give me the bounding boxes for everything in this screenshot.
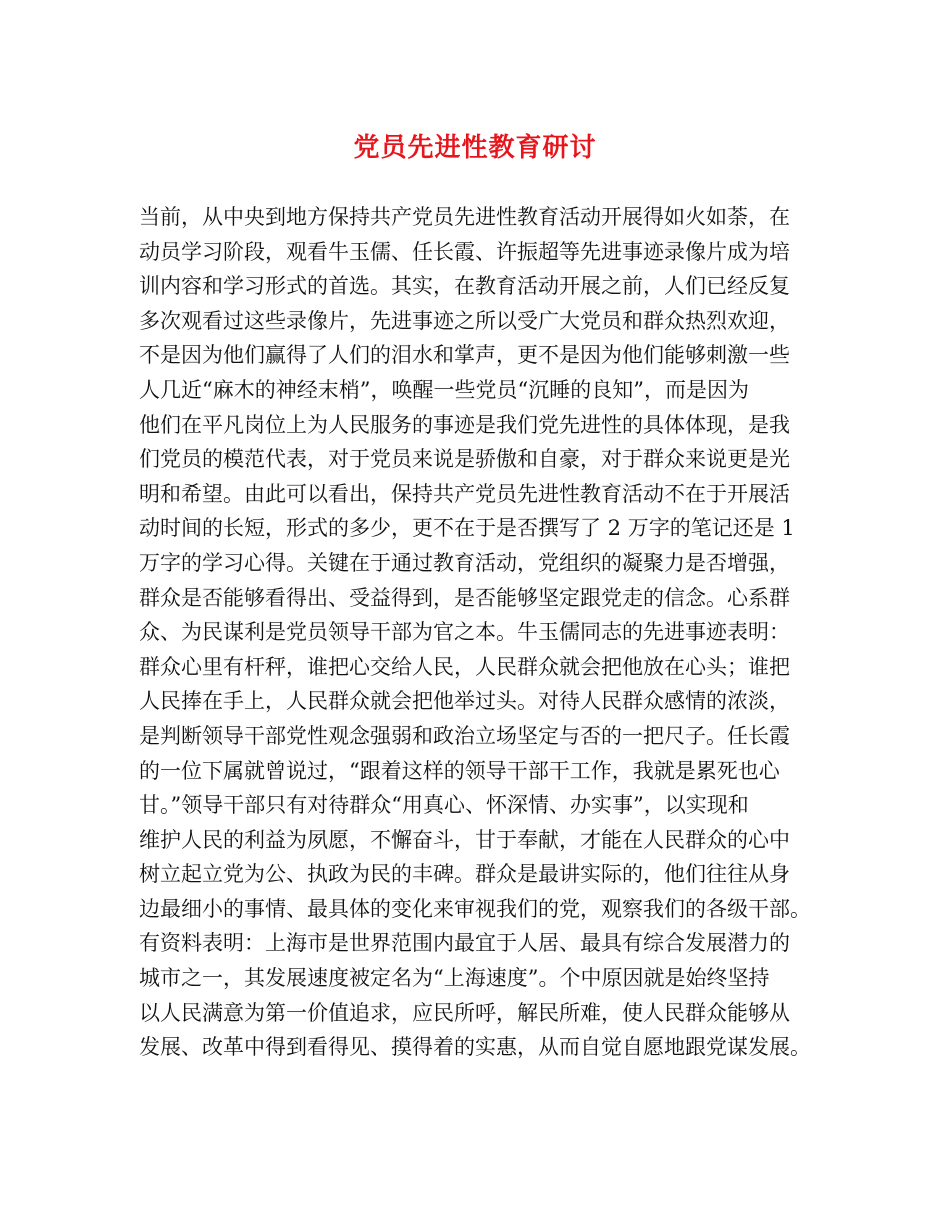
body-line: 不是因为他们赢得了人们的泪水和掌声，更不是因为他们能够刺激一些: [139, 343, 790, 368]
body-line: 动员学习阶段，观看牛玉儒、任长霞、许振超等先进事迹录像片成为培: [139, 239, 790, 264]
body-line: 以人民满意为第一价值追求，应民所呼，解民所难，使人民群众能够从: [139, 1000, 790, 1025]
body-line: 是判断领导干部党性观念强弱和政治立场坚定与否的一把尺子。任长霞: [139, 723, 790, 748]
body-line: 的一位下属就曾说过，“跟着这样的领导干部干工作，我就是累死也心: [139, 758, 780, 783]
body-line: 群众心里有杆秤，谁把心交给人民，人民群众就会把他放在心头；谁把: [139, 654, 790, 679]
body-line: 多次观看过这些录像片，先进事迹之所以受广大党员和群众热烈欢迎，: [139, 308, 790, 333]
body-line: 城市之一，其发展速度被定名为“上海速度”。个中原因就是始终坚持: [139, 966, 770, 991]
body-line: 人民捧在手上，人民群众就会把他举过头。对待人民群众感情的浓淡，: [139, 689, 790, 714]
body-line: 当前，从中央到地方保持共产党员先进性教育活动开展得如火如荼，在: [139, 205, 790, 229]
body-line: 群众是否能够看得出、受益得到，是否能够坚定跟党走的信念。心系群: [139, 585, 790, 610]
document-title: 党员先进性教育研讨: [353, 133, 597, 163]
body-line: 他们在平凡岗位上为人民服务的事迹是我们党先进性的具体体现，是我: [139, 412, 790, 437]
body-line: 众、为民谋利是党员领导干部为官之本。牛玉儒同志的先进事迹表明：: [139, 620, 790, 645]
body-line: 万字的学习心得。关键在于通过教育活动，党组织的凝聚力是否增强，: [139, 550, 790, 575]
body-line: 树立起立党为公、执政为民的丰碑。群众是最讲实际的，他们往往从身: [139, 862, 790, 887]
body-line: 人几近“麻木的神经末梢”，唤醒一些党员“沉睡的良知”，而是因为: [139, 377, 749, 402]
document-body: [139, 200, 829, 1065]
body-line: 明和希望。由此可以看出，保持共产党员先进性教育活动不在于开展活: [139, 481, 790, 506]
body-line: 维护人民的利益为夙愿，不懈奋斗，甘于奉献，才能在人民群众的心中: [139, 827, 790, 852]
body-line: 训内容和学习形式的首选。其实，在教育活动开展之前，人们已经反复: [139, 274, 790, 299]
body-line: 动时间的长短，形式的多少，更不在于是否撰写了 2 万字的笔记还是 1: [139, 516, 795, 541]
body-line: 们党员的模范代表，对于党员来说是骄傲和自豪，对于群众来说更是光: [139, 447, 790, 472]
body-line: 边最细小的事情、最具体的变化来审视我们的党，观察我们的各级干部。: [139, 896, 811, 921]
body-line: 甘。”领导干部只有对待群众“用真心、怀深情、办实事”，以实现和: [139, 793, 749, 818]
body-line: 发展、改革中得到看得见、摸得着的实惠，从而自觉自愿地跟党谋发展。: [139, 1035, 811, 1060]
body-line: 有资料表明：上海市是世界范围内最宜于人居、最具有综合发展潜力的: [139, 931, 790, 956]
